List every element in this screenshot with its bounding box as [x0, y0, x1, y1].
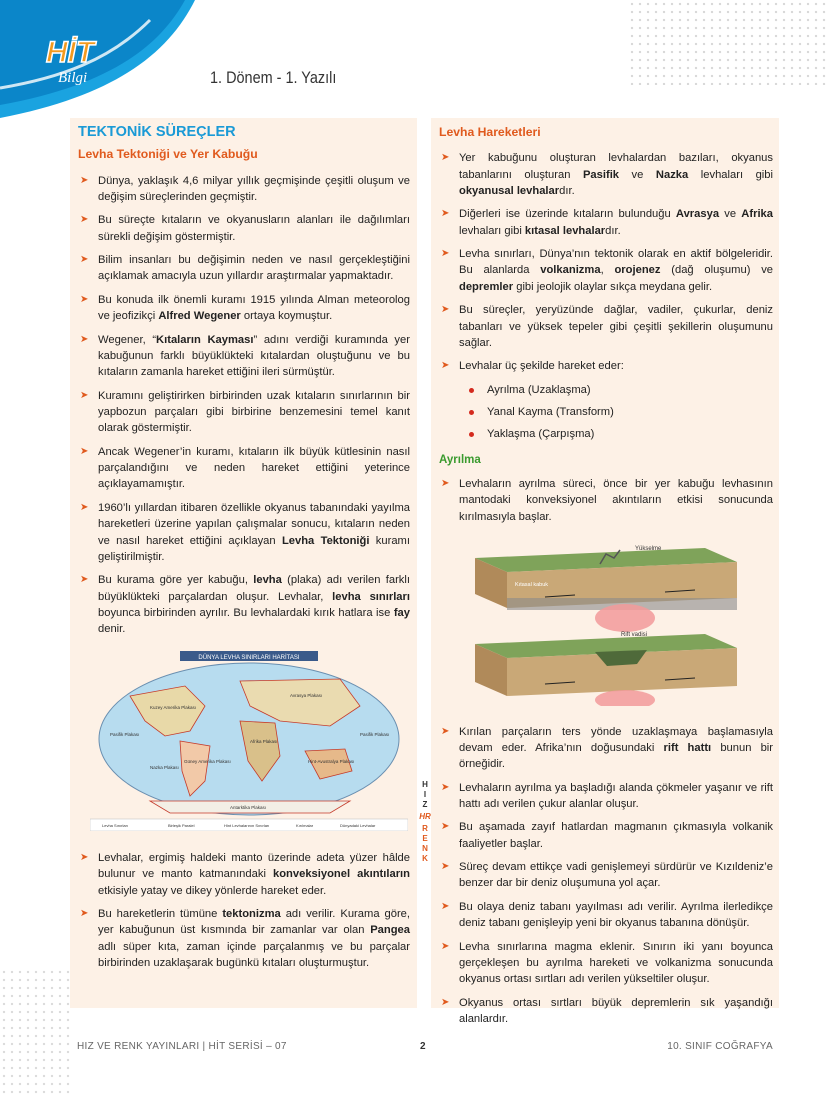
- map-legend-item: Levha Sınırları: [102, 822, 129, 828]
- section-title: TEKTONİK SÜREÇLER: [78, 124, 236, 140]
- list-item: ➤ Dünya, yaklaşık 4,6 milyar yıllık geçmişinde çeşitli oluşum ve değişim süreçlerinden geçmiştir.: [80, 174, 410, 203]
- arrow-icon: ➤: [441, 940, 450, 952]
- bullet-list: [439, 150, 773, 374]
- arrow-icon: ➤: [441, 152, 450, 164]
- list-item: Yaklaşma (Çarpışma): [439, 426, 773, 442]
- arrow-icon: ➤: [80, 254, 89, 266]
- list-item: Ayrılma (Uzaklaşma): [439, 382, 773, 398]
- diagram-label: Yükselme: [635, 546, 662, 553]
- arrow-icon: ➤: [441, 725, 450, 737]
- bullet-list: [439, 724, 773, 1028]
- list-item: ➤ Kuramını geliştirirken birbirinden uzak kıtaların sınırlarının bir yapbozun parçaları gibi birbirine benzemesini temel kanıt olarak göstermiştir.: [80, 389, 410, 435]
- map-label: Nazka Plakası: [150, 764, 179, 770]
- map-label: Hint-Avustralya Plakası: [308, 758, 355, 764]
- list-item: ➤ Bu aşamada zayıf hatlardan magmanın çıkmasıyla volkanik faaliyetler başlar.: [441, 821, 773, 850]
- arrow-icon: ➤: [441, 478, 450, 490]
- map-legend-item: Kırılmalar: [296, 822, 314, 828]
- list-item: ➤ Diğerleri ise üzerinde kıtaların bulunduğu Avrasya ve Afrika levhaları gibi kıtasal levhalardır.: [441, 208, 773, 237]
- side-label-logo: HR: [419, 812, 431, 821]
- page-header-title: 1. Dönem - 1. Yazılı: [210, 68, 337, 87]
- list-item: ➤ Ancak Wegener’in kuramı, kıtaların ilk büyük kütlesinin nasıl parçalandığını ve neden hareket ettiğini yeterince açıklayamamıştır.: [80, 445, 410, 491]
- list-item: ➤ Levhaların ayrılma süreci, önce bir yer kabuğu levhasının mantodaki konveksiyonel akıntıların etkisi sonucunda kırılmasıyla başlar.: [441, 478, 773, 523]
- side-brand-label: [418, 780, 432, 864]
- map-title: DÜNYA LEVHA SINIRLARI HARİTASI: [198, 654, 300, 661]
- list-item: ➤ Levha sınırlarına magma eklenir. Sınırın iki yanı boyunca gerçekleşen bu ayrılma hareketi ve volkanizma sonucunda okyanus ortası sırtları adı verilen yükseltiler oluşur.: [441, 940, 773, 986]
- hit-bilgi-logo: [0, 0, 210, 120]
- list-item: ➤ Bu konuda ilk önemli kuramı 1915 yılında Alman meteorolog ve jeofizikçi Alfred Wegener ortaya koymuştur.: [80, 293, 410, 323]
- right-column: [439, 124, 773, 1035]
- list-item: ➤ Süreç devam ettikçe vadi genişlemeyi sürdürür ve Kızıldeniz’e benzer dar bir deniz oluşumuna yol açar.: [441, 861, 773, 890]
- arrow-icon: ➤: [441, 360, 450, 372]
- bullet-dot-icon: [469, 432, 474, 437]
- arrow-icon: ➤: [80, 574, 89, 586]
- map-label: Güney Amerika Plakası: [184, 758, 231, 764]
- list-item: ➤ Yer kabuğunu oluşturan levhalardan bazıları, okyanus tabanlarını oluşturan Pasifik ve Nazka levhaları gibi okyanusal levhalardır.: [441, 152, 774, 197]
- list-item: ➤ Bu süreçler, yeryüzünde dağlar, vadiler, çukurlar, deniz tabanları ve yüksek tepeler gibi çeşitli şekillerin oluşumunu sağlar.: [441, 304, 773, 349]
- map-label: Afrika Plakası: [250, 738, 278, 744]
- arrow-icon: ➤: [80, 214, 89, 226]
- diagram-label: Kıtasal kabuk: [515, 582, 549, 589]
- list-item: ➤ Bilim insanları bu değişimin neden ve nasıl gerçekleştiğini açıklamak amacıyla uzun yıllardır araştırmalar yapmaktadır.: [80, 254, 410, 283]
- list-item: ➤ Bu hareketlerin tümüne tektonizma adı verilir. Kurama göre, yer kabuğunun üst kısmında bir zamanlar var olan Pangea adlı süper kıta, zaman içinde parçalanmış ve bu parçalar birbirinden uzaklaşarak bugünkü kıtaları oluşturmuştur.: [80, 908, 410, 969]
- list-item: ➤ Bu kurama göre yer kabuğu, levha (plaka) adı verilen farklı büyüklükteki parçalardan oluşur. Levhalar, levha sınırları boyunca birbirinden ayrılır. Bu levhalardaki kırık hatlara ise fay denir.: [80, 574, 410, 636]
- list-item: Yanal Kayma (Transform): [439, 404, 773, 420]
- arrow-icon: ➤: [80, 852, 89, 863]
- arrow-icon: ➤: [441, 996, 450, 1008]
- list-item: ➤ Bu olaya deniz tabanı yayılması adı verilir. Ayrılma ilerledikçe deniz tabanı genişleyip yeni bir okyanus tabanına dönüşür.: [441, 900, 773, 930]
- decorative-dots: [0, 968, 70, 1098]
- arrow-icon: ➤: [80, 333, 89, 345]
- arrow-icon: ➤: [80, 445, 89, 457]
- heat-zone: [595, 604, 655, 632]
- subsection-title-ayrilma: Ayrılma: [439, 453, 481, 466]
- arrow-icon: ➤: [441, 861, 450, 873]
- map-label: Pasifik Plakası: [110, 731, 140, 737]
- diagram-label: Rift vadisi: [621, 632, 648, 639]
- bullet-list: [78, 173, 410, 638]
- arrow-icon: ➤: [80, 501, 89, 513]
- bullet-list: [78, 850, 410, 971]
- arrow-icon: ➤: [80, 389, 89, 401]
- list-item: ➤ Levha sınırları, Dünya’nın tektonik olarak en aktif bölgeleridir. Bu alanlarda volkanizma, orojenez (dağ oluşumu) ve depremler gibi jeolojik olaylar sıkça meydana gelir.: [441, 248, 774, 293]
- list-item: ➤ Bu süreçte kıtaların ve okyanusların alanları ile dağılımları sürekli değişim göstermiştir.: [80, 214, 410, 243]
- list-item: ➤ Levhalar, ergimiş haldeki manto üzerinde adeta yüzer hâlde bulunur ve manto katmanındaki konveksiyonel akıntıların etkisiyle yatay ve dikey yönlerde hareket eder.: [80, 852, 410, 897]
- map-legend-item: Hint Levhalarının Sınırları: [224, 822, 270, 828]
- rift-diagram: [475, 540, 737, 706]
- map-legend-item: Birleşik Paralel: [168, 822, 195, 828]
- footer-publisher: HIZ VE RENK YAYINLARI | HİT SERİSİ – 07: [77, 1041, 287, 1052]
- subsection-title: Levha Hareketleri: [439, 125, 541, 139]
- subsection-title: Levha Tektoniği ve Yer Kabuğu: [78, 147, 258, 162]
- arrow-icon: ➤: [80, 293, 89, 305]
- map-label: Antarktika Plakası: [230, 804, 267, 810]
- bullet-dot-icon: [469, 388, 474, 393]
- world-plate-map: [90, 651, 408, 831]
- arrow-icon: ➤: [441, 781, 450, 793]
- movement-types-list: [439, 382, 773, 442]
- arrow-icon: ➤: [80, 908, 89, 920]
- left-column: [78, 124, 410, 978]
- list-item: ➤ Kırılan parçaların ters yönde uzaklaşmaya başlamasıyla devam eder. Afrika’nın doğusundaki rift hattı bunun bir örneğidir.: [441, 725, 773, 771]
- heat-zone: [595, 690, 655, 706]
- logo-text: HİT: [46, 36, 95, 69]
- bullet-list: [439, 476, 773, 525]
- arrow-icon: ➤: [441, 208, 450, 220]
- map-label: Pasifik Plakası: [360, 731, 390, 737]
- list-item: ➤ Wegener, “Kıtaların Kayması” adını verdiği kuramında yer kabuğunun farklı büyüklükteki kıtalardan oluştuğunu ve bu kıtaların zamanla hareket ettiğini ileri sürmüştür.: [80, 333, 410, 379]
- arrow-icon: ➤: [441, 304, 450, 316]
- footer-course: 10. SINIF COĞRAFYA: [667, 1041, 773, 1052]
- arrow-icon: ➤: [441, 821, 450, 833]
- side-label-bottom: RENK: [422, 824, 428, 863]
- map-legend-item: Dünyadaki Levhalar: [340, 822, 376, 828]
- list-item: ➤ Levhalar üç şekilde hareket eder:: [439, 358, 773, 374]
- map-label: Kuzey Amerika Plakası: [150, 704, 197, 710]
- list-item: ➤ 1960’lı yıllardan itibaren özellikle okyanus tabanındaki yayılma hareketleri üzerine yapılan çalışmalar sonucu, kıtaların neden ve nasıl hareket ettiğini açıklayan Levha Tektoniği kuramı geliştirilmiştir.: [80, 501, 410, 563]
- list-item: ➤ Levhaların ayrılma ya başladığı alanda çökmeler yaşanır ve rift hattı adı verilen çukur alanlar oluşur.: [441, 781, 773, 810]
- arrow-icon: ➤: [441, 248, 450, 260]
- footer-page-number: 2: [420, 1041, 426, 1052]
- bullet-dot-icon: [469, 410, 474, 415]
- logo-sub: Bilgi: [58, 70, 88, 86]
- decorative-dots: [628, 0, 828, 85]
- arrow-icon: ➤: [80, 174, 89, 186]
- arrow-icon: ➤: [441, 900, 450, 912]
- map-label: Avrasya Plakası: [290, 692, 323, 698]
- list-item: ➤ Okyanus ortası sırtları büyük depremlerin sık yaşandığı alanlardır.: [441, 996, 773, 1026]
- side-label-top: HIZ: [422, 780, 428, 809]
